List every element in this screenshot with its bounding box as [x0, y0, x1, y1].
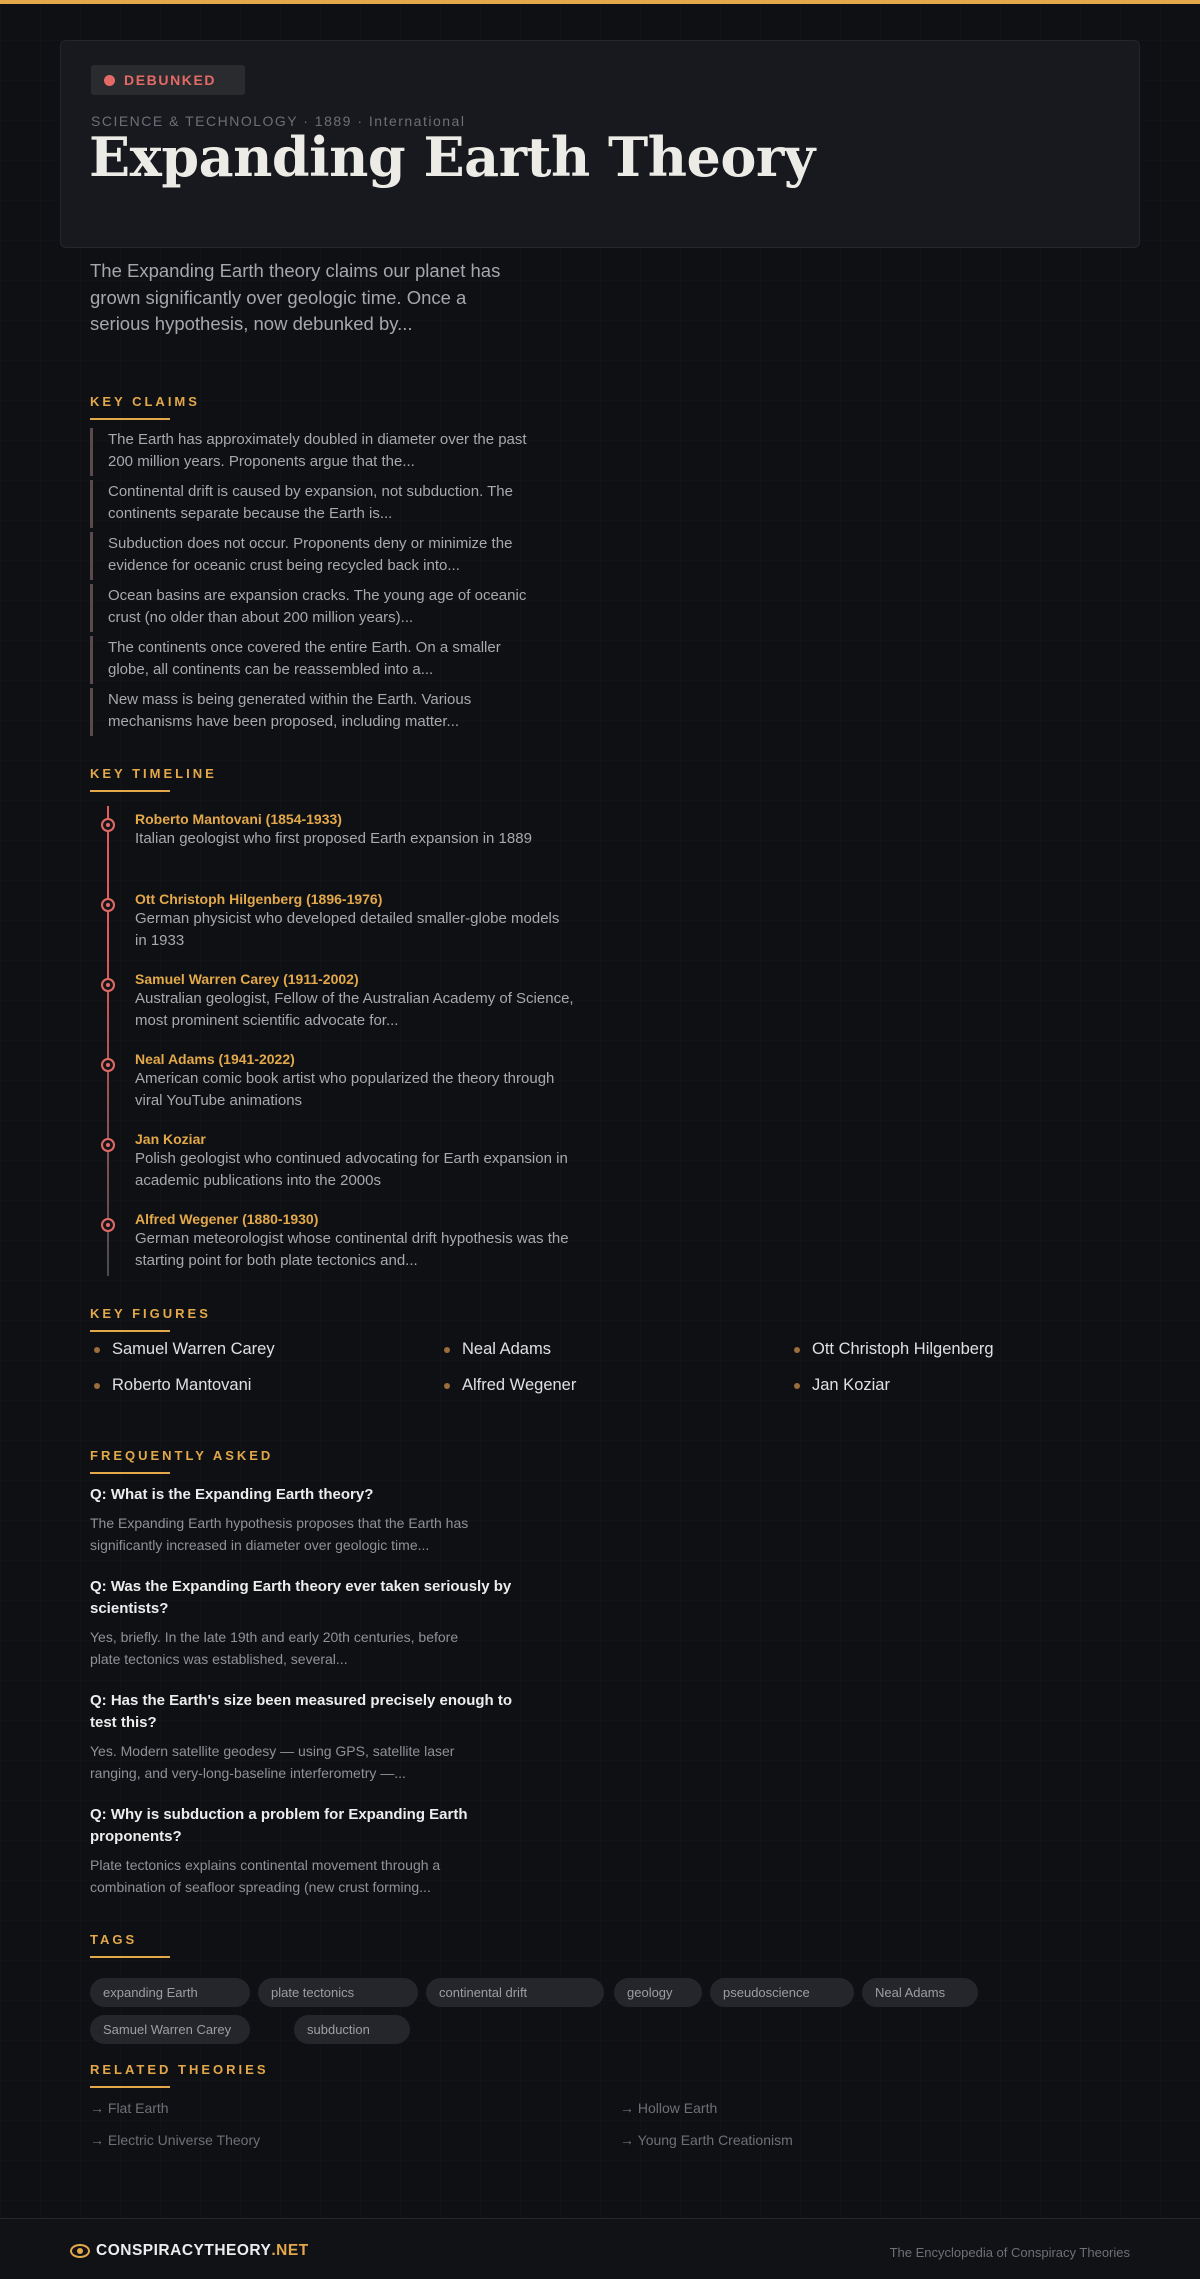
faq-answer: Plate tectonics explains continental movement through a combination of seafloor spreading (new crust forming... [90, 1857, 441, 1895]
bullet-icon [444, 1383, 450, 1389]
status-badge [91, 65, 245, 95]
site-logo[interactable] [70, 2242, 309, 2260]
figure-item[interactable] [444, 1340, 551, 1359]
bullet-icon [794, 1383, 800, 1389]
status-dot-icon [104, 75, 115, 86]
logo-text: CONSPIRACYTHEORY [96, 2242, 272, 2259]
bullet-icon [94, 1383, 100, 1389]
faq-answer: The Expanding Earth hypothesis proposes that the Earth has significantly increased in diameter over geologic time... [90, 1515, 469, 1553]
section-title-timeline: KEY TIMELINE [90, 766, 217, 781]
status-badge-label: DEBUNKED [124, 72, 217, 88]
section-title-claims: KEY CLAIMS [90, 394, 200, 409]
figure-name: Neal Adams [462, 1340, 551, 1358]
eye-icon [70, 2244, 90, 2258]
timeline-item-desc: Polish geologist who continued advocating for Earth expansion in academic publications into the 2000s [135, 1150, 568, 1189]
timeline-item-name: Ott Christoph Hilgenberg (1896-1976) [135, 891, 383, 907]
tag-chip[interactable]: plate tectonics [258, 1978, 418, 2007]
related-link[interactable]: → Flat Earth [90, 2100, 169, 2116]
figure-item[interactable] [94, 1376, 251, 1395]
timeline-marker-icon [101, 818, 115, 832]
faq-answer: Yes, briefly. In the late 19th and early 20th centuries, before plate tectonics was established, several... [90, 1629, 459, 1667]
timeline-marker-icon [101, 1058, 115, 1072]
bullet-icon [794, 1347, 800, 1353]
faq-question: Q: Has the Earth's size been measured precisely enough to test this? [90, 1692, 513, 1731]
claim-item: Ocean basins are expansion cracks. The young age of oceanic crust (no older than about 200 million years)... [90, 584, 530, 632]
timeline-item-desc: German meteorologist whose continental drift hypothesis was the starting point for both plate tectonics and... [135, 1230, 569, 1269]
related-link[interactable]: → Young Earth Creationism [620, 2132, 793, 2148]
timeline-item-desc: German physicist who developed detailed smaller-globe models in 1933 [135, 910, 560, 949]
section-title-related: RELATED THEORIES [90, 2062, 269, 2077]
claim-item: The continents once covered the entire Earth. On a smaller globe, all continents can be reassembled into a... [90, 636, 530, 684]
footer-tagline: The Encyclopedia of Conspiracy Theories [889, 2245, 1130, 2260]
tag-chip[interactable]: geology [614, 1978, 702, 2007]
claim-item: Continental drift is caused by expansion, not subduction. The continents separate because the Earth is... [90, 480, 530, 528]
figure-item[interactable] [794, 1376, 890, 1395]
claim-item: New mass is being generated within the Earth. Various mechanisms have been proposed, including matter... [90, 688, 530, 736]
figure-name: Roberto Mantovani [112, 1376, 252, 1394]
timeline-marker-icon [101, 1138, 115, 1152]
timeline-item-desc: American comic book artist who popularized the theory through viral YouTube animations [135, 1070, 555, 1109]
page-title: Expanding Earth Theory [89, 125, 815, 189]
timeline [90, 806, 610, 1276]
timeline-item-name: Neal Adams (1941-2022) [135, 1051, 295, 1067]
claim-item: The Earth has approximately doubled in diameter over the past 200 million years. Proponents argue that the... [90, 428, 530, 476]
timeline-marker-icon [101, 1218, 115, 1232]
timeline-item-name: Jan Koziar [135, 1131, 206, 1147]
timeline-item-desc: Australian geologist, Fellow of the Australian Academy of Science, most prominent scientific advocate for... [135, 990, 574, 1029]
figure-item[interactable] [444, 1376, 576, 1395]
faq-answer: Yes. Modern satellite geodesy — using GPS, satellite laser ranging, and very-long-baseline interferometry —... [90, 1743, 455, 1781]
timeline-item-name: Roberto Mantovani (1854-1933) [135, 811, 342, 827]
timeline-item-name: Alfred Wegener (1880-1930) [135, 1211, 319, 1227]
faq-question: Q: What is the Expanding Earth theory? [90, 1486, 374, 1503]
related-link[interactable]: → Electric Universe Theory [90, 2132, 261, 2148]
claim-item: Subduction does not occur. Proponents deny or minimize the evidence for oceanic crust being recycled back into... [90, 532, 530, 580]
figure-item[interactable] [94, 1340, 275, 1359]
top-accent-bar [0, 0, 1200, 4]
related-link[interactable]: → Hollow Earth [620, 2100, 718, 2116]
bullet-icon [94, 1347, 100, 1353]
tag-chip[interactable]: subduction [294, 2015, 410, 2044]
figure-item[interactable] [794, 1340, 994, 1359]
figure-name: Alfred Wegener [462, 1376, 577, 1394]
tag-chip[interactable]: Neal Adams [862, 1978, 978, 2007]
tag-chip[interactable]: Samuel Warren Carey [90, 2015, 250, 2044]
figure-name: Jan Koziar [812, 1376, 890, 1394]
faq-question: Q: Why is subduction a problem for Expanding Earth proponents? [90, 1806, 468, 1845]
hero-card [60, 40, 1140, 248]
logo-accent-text: .NET [271, 2242, 309, 2259]
footer [0, 2218, 1200, 2279]
faq-question: Q: Was the Expanding Earth theory ever taken seriously by scientists? [90, 1578, 512, 1617]
section-title-figures: KEY FIGURES [90, 1306, 211, 1321]
claims-list [90, 428, 530, 740]
tag-chip[interactable]: expanding Earth [90, 1978, 250, 2007]
timeline-item-name: Samuel Warren Carey (1911-2002) [135, 971, 359, 987]
timeline-marker-icon [101, 898, 115, 912]
timeline-marker-icon [101, 978, 115, 992]
intro-paragraph: The Expanding Earth theory claims our planet has grown significantly over geologic time. Once a serious hypothesis, now debunked by... [90, 260, 501, 334]
tag-chip[interactable]: continental drift [426, 1978, 604, 2007]
timeline-item-desc: Italian geologist who first proposed Earth expansion in 1889 [135, 830, 532, 847]
timeline-line [107, 806, 109, 1276]
figure-name: Ott Christoph Hilgenberg [812, 1340, 994, 1358]
section-title-faq: FREQUENTLY ASKED [90, 1448, 274, 1463]
tag-chip[interactable]: pseudoscience [710, 1978, 854, 2007]
section-title-tags: TAGS [90, 1932, 138, 1947]
bullet-icon [444, 1347, 450, 1353]
figure-name: Samuel Warren Carey [112, 1340, 275, 1358]
meta-line: SCIENCE & TECHNOLOGY · 1889 · International [91, 113, 466, 129]
